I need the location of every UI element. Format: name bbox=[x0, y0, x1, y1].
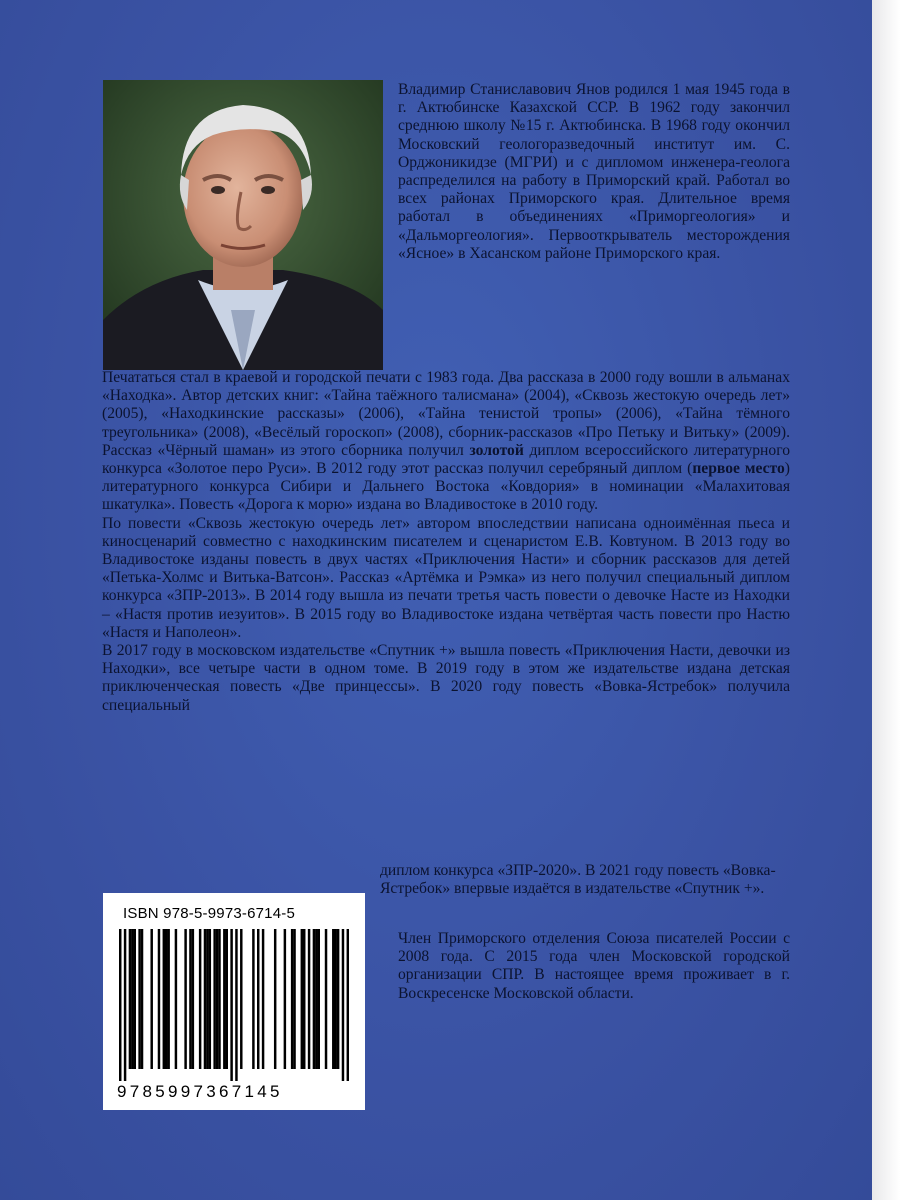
barcode-bar bbox=[252, 929, 254, 1069]
barcode-bar bbox=[303, 929, 305, 1069]
author-photo bbox=[103, 80, 383, 370]
barcode-bar bbox=[332, 929, 334, 1069]
barcode-bar bbox=[158, 929, 160, 1069]
barcode-bar bbox=[262, 929, 264, 1069]
barcode-bar bbox=[175, 929, 177, 1069]
barcode-bar bbox=[318, 929, 320, 1069]
barcode-bar bbox=[189, 929, 191, 1069]
barcode-bar bbox=[315, 929, 317, 1069]
barcode-bar bbox=[257, 929, 259, 1069]
barcode-bar bbox=[284, 929, 286, 1069]
barcode-bar bbox=[163, 929, 165, 1069]
bio-main bbox=[102, 369, 790, 715]
bold-text: золотой bbox=[469, 441, 524, 459]
bio-membership bbox=[398, 930, 790, 1003]
barcode-bar bbox=[199, 929, 201, 1069]
bio-membership-paragraph: Член Приморского отделения Союза писателей России с 2008 года. С 2015 года член Московской городской организации СПР. В настоящее время проживает в г. Воскресенске Московской области. bbox=[398, 930, 790, 1002]
barcode-bar bbox=[138, 929, 140, 1069]
barcode-bar bbox=[131, 929, 133, 1069]
barcode-bar bbox=[206, 929, 208, 1069]
text-span: диплом всероссийского литературного конкурса «Золотое перо Руси». В 2012 году этот рассказ получил серебряный диплом ( bbox=[102, 441, 791, 478]
barcode-bar bbox=[337, 929, 339, 1069]
barcode-bar bbox=[167, 929, 169, 1069]
barcode-bar bbox=[218, 929, 220, 1069]
barcode-bar bbox=[204, 929, 206, 1069]
bio-2020-continued bbox=[380, 862, 790, 898]
barcode-bar bbox=[192, 929, 194, 1069]
bold-text: первое место bbox=[692, 460, 785, 478]
barcode-bar bbox=[274, 929, 276, 1069]
barcode-bar bbox=[216, 929, 218, 1069]
bio-2017-paragraph: В 2017 году в московском издательстве «Спутник +» вышла повесть «Приключения Насти, девочки из Находки», все четыре части в одном томе. В 2019 году в этом же издательстве издана детская приключенческая повесть «Две принцессы». В 2020 году повесть «Вовка-Ястребок» получила специальный bbox=[102, 642, 790, 714]
barcode-bar bbox=[165, 929, 167, 1069]
isbn-label: ISBN 978-5-9973-6714-5 bbox=[123, 905, 296, 922]
barcode-bar bbox=[347, 929, 349, 1081]
bio-intro-paragraph: Владимир Станиславович Янов родился 1 мая 1945 года в г. Актюбинске Казахской ССР. В 1962 году закончил среднюю школу №15 г. Актюбинска. В 1968 году окончил Московский геологоразведочный институт им. С. Орджоникидзе (МГРИ) и с дипломом инженера-геолога распределился на работу в Приморский край. Работал во всех районах Приморского края. Длительное время работал в объединениях «Приморгеология» и «Дальморгеология». Первооткрыватель месторождения «Ясное» в Хасанском районе Приморского края. bbox=[398, 81, 790, 262]
barcode-bar bbox=[209, 929, 211, 1069]
barcode-bar bbox=[226, 929, 228, 1069]
barcode-bar bbox=[334, 929, 336, 1069]
barcode-bar bbox=[129, 929, 131, 1069]
barcode-bar bbox=[119, 929, 121, 1081]
barcode-bar bbox=[230, 929, 232, 1081]
bio-publications-paragraph bbox=[102, 369, 790, 515]
isbn-barcode-block bbox=[103, 893, 365, 1110]
barcode-bar bbox=[134, 929, 136, 1069]
barcode-bar bbox=[293, 929, 295, 1069]
barcode-bar bbox=[184, 929, 186, 1069]
ean-digits: 9785997367145 bbox=[117, 1082, 283, 1101]
barcode-bar bbox=[325, 929, 327, 1069]
barcode-bar bbox=[213, 929, 215, 1069]
barcode-bar bbox=[150, 929, 152, 1069]
bio-intro bbox=[398, 81, 790, 263]
barcode-bar bbox=[301, 929, 303, 1069]
barcode-bar bbox=[124, 929, 126, 1081]
barcode bbox=[119, 929, 349, 1081]
barcode-bar bbox=[291, 929, 293, 1069]
text-span: ) литературного конкурса Сибири и Дальнего Востока «Ковдория» в номинации «Малахитовая шкатулка». Повесть «Дорога к морю» издана во Владивостоке в 2010 году. bbox=[102, 460, 790, 514]
barcode-bar bbox=[141, 929, 143, 1069]
barcode-bar bbox=[342, 929, 344, 1081]
barcode-bar bbox=[240, 929, 242, 1069]
text-span: Печататься стал в краевой и городской печати с 1983 года. Два рассказа в 2000 году вошли в альманах «Находка». Автор детских книг: «Тайна таёжного талисмана» (2004), «Сквозь жестокую очередь лет» (2005), «Находкинские рассказы» (2006), «Тайна тенистой тропы» (2006), «Тайна тёмного треугольника» (2008), «Весёлый гороскоп» (2008), сборник-рассказов «Про Петьку и Витьку» (2009). Рассказ «Чёрный шаман» из этого сборника получил bbox=[102, 369, 790, 459]
bio-2020-paragraph: диплом конкурса «ЗПР-2020». В 2021 году повесть «Вовка-Ястребок» впервые издаётся в издательстве «Спутник +». bbox=[380, 862, 776, 898]
barcode-bar bbox=[313, 929, 315, 1069]
bio-play-paragraph: По повести «Сквозь жестокую очередь лет» автором впоследствии написана одноимённая пьеса и киносценарий совместно с находкинским писателем и сценаристом Е.В. Ковтуном. В 2013 году во Владивостоке изданы повесть в двух частях «Приключения Насти» и сборник рассказов для детей «Петька-Холмс и Витька-Ватсон». Рассказ «Артёмка и Рэмка» из него получил специальный диплом конкурса «ЗПР-2013». В 2014 году вышла из печати третья часть повести о девочке Насте из Находки – «Настя против иезуитов». В 2015 году во Владивостоке издана четвёртая часть повести про Настю «Настя и Наполеон». bbox=[102, 514, 790, 641]
barcode-bar bbox=[308, 929, 310, 1069]
page-edge bbox=[872, 0, 900, 1200]
barcode-bar bbox=[235, 929, 237, 1081]
barcode-bar bbox=[223, 929, 225, 1069]
